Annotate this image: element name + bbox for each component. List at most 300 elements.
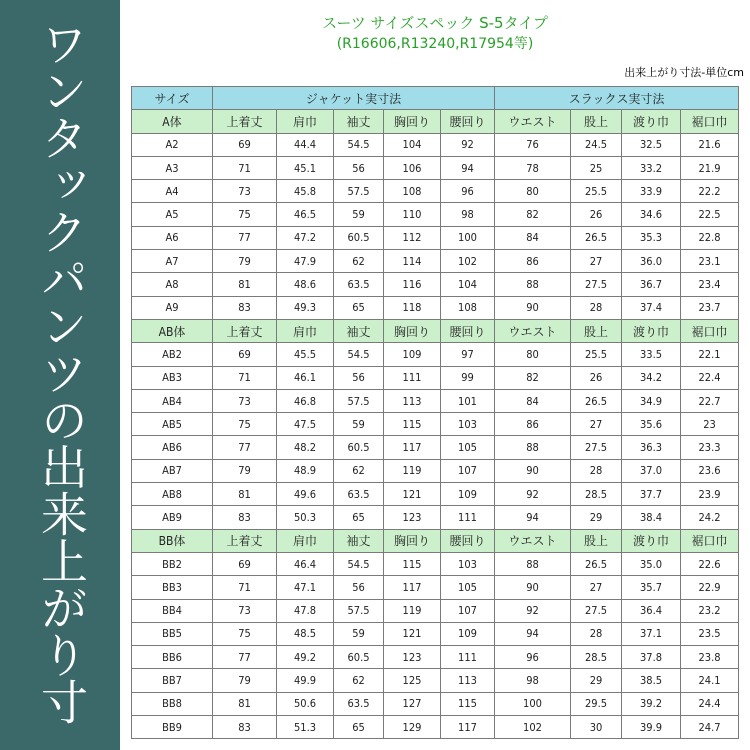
table-row [132, 576, 739, 599]
value-cell: 36.0 [622, 250, 681, 273]
value-cell: 88 [495, 436, 571, 459]
value-cell: 47.8 [277, 599, 334, 622]
value-cell: 96 [495, 646, 571, 669]
value-cell: 34.9 [622, 389, 681, 412]
value-cell: 59 [334, 622, 384, 645]
value-cell: 98 [495, 669, 571, 692]
value-cell: 33.9 [622, 180, 681, 203]
value-cell: 23.2 [681, 599, 739, 622]
value-cell: 90 [495, 296, 571, 319]
table-row [132, 692, 739, 715]
value-cell: 97 [441, 343, 495, 366]
value-cell: 35.6 [622, 413, 681, 436]
value-cell: 23.8 [681, 646, 739, 669]
value-cell: 57.5 [334, 599, 384, 622]
value-cell: 83 [213, 296, 277, 319]
value-cell: 46.8 [277, 389, 334, 412]
value-cell: 49.9 [277, 669, 334, 692]
value-cell: 23.4 [681, 273, 739, 296]
column-header: 裾口巾 [681, 110, 739, 133]
value-cell: 109 [384, 343, 441, 366]
value-cell: 23.3 [681, 436, 739, 459]
table-header-row [132, 87, 739, 110]
value-cell: 34.2 [622, 366, 681, 389]
value-cell: 60.5 [334, 226, 384, 249]
group-header-row [132, 319, 739, 342]
column-header: 上着丈 [213, 319, 277, 342]
value-cell: 110 [384, 203, 441, 226]
value-cell: 78 [495, 156, 571, 179]
value-cell: 49.2 [277, 646, 334, 669]
value-cell: 103 [441, 413, 495, 436]
value-cell: 118 [384, 296, 441, 319]
value-cell: 113 [384, 389, 441, 412]
value-cell: 88 [495, 552, 571, 575]
value-cell: 28 [571, 459, 622, 482]
column-header: 裾口巾 [681, 319, 739, 342]
group-name: BB体 [132, 529, 213, 552]
table-row [132, 273, 739, 296]
value-cell: 26.5 [571, 552, 622, 575]
value-cell: 125 [384, 669, 441, 692]
value-cell: 84 [495, 389, 571, 412]
value-cell: 29.5 [571, 692, 622, 715]
value-cell: 109 [441, 622, 495, 645]
value-cell: 82 [495, 366, 571, 389]
value-cell: 32.5 [622, 133, 681, 156]
value-cell: 100 [495, 692, 571, 715]
value-cell: 36.4 [622, 599, 681, 622]
size-cell: BB4 [132, 599, 213, 622]
value-cell: 28.5 [571, 646, 622, 669]
value-cell: 94 [495, 622, 571, 645]
value-cell: 71 [213, 576, 277, 599]
size-cell: A5 [132, 203, 213, 226]
value-cell: 47.2 [277, 226, 334, 249]
value-cell: 28.5 [571, 483, 622, 506]
size-cell: AB9 [132, 506, 213, 529]
page-subtitle: (R16606,R13240,R17954等) [336, 36, 534, 52]
table-row [132, 180, 739, 203]
value-cell: 98 [441, 203, 495, 226]
value-cell: 33.5 [622, 343, 681, 366]
column-header: 腰回り [441, 319, 495, 342]
table-row [132, 506, 739, 529]
value-cell: 62 [334, 459, 384, 482]
value-cell: 54.5 [334, 133, 384, 156]
value-cell: 88 [495, 273, 571, 296]
value-cell: 36.7 [622, 273, 681, 296]
value-cell: 28 [571, 296, 622, 319]
value-cell: 108 [441, 296, 495, 319]
column-header: 股上 [571, 110, 622, 133]
value-cell: 90 [495, 459, 571, 482]
value-cell: 50.6 [277, 692, 334, 715]
value-cell: 22.1 [681, 343, 739, 366]
column-header: 袖丈 [334, 110, 384, 133]
value-cell: 47.5 [277, 413, 334, 436]
value-cell: 26 [571, 366, 622, 389]
value-cell: 59 [334, 413, 384, 436]
value-cell: 129 [384, 716, 441, 739]
size-cell: A9 [132, 296, 213, 319]
value-cell: 21.6 [681, 133, 739, 156]
table-row [132, 483, 739, 506]
size-cell: BB5 [132, 622, 213, 645]
value-cell: 44.4 [277, 133, 334, 156]
column-header: 渡り巾 [622, 319, 681, 342]
value-cell: 83 [213, 716, 277, 739]
value-cell: 105 [441, 576, 495, 599]
value-cell: 54.5 [334, 343, 384, 366]
value-cell: 38.5 [622, 669, 681, 692]
value-cell: 75 [213, 622, 277, 645]
value-cell: 45.5 [277, 343, 334, 366]
size-cell: A2 [132, 133, 213, 156]
value-cell: 115 [384, 413, 441, 436]
value-cell: 96 [441, 180, 495, 203]
value-cell: 73 [213, 599, 277, 622]
value-cell: 103 [441, 552, 495, 575]
column-header: 袖丈 [334, 319, 384, 342]
value-cell: 108 [384, 180, 441, 203]
value-cell: 39.2 [622, 692, 681, 715]
value-cell: 115 [384, 552, 441, 575]
value-cell: 27 [571, 413, 622, 436]
value-cell: 57.5 [334, 389, 384, 412]
value-cell: 75 [213, 203, 277, 226]
table-row [132, 436, 739, 459]
column-header: 胸回り [384, 110, 441, 133]
value-cell: 121 [384, 483, 441, 506]
value-cell: 22.7 [681, 389, 739, 412]
value-cell: 111 [441, 506, 495, 529]
column-header: 肩巾 [277, 110, 334, 133]
column-header: 肩巾 [277, 529, 334, 552]
unit-note: 出来上がり寸法-単位cm [624, 66, 744, 79]
value-cell: 107 [441, 599, 495, 622]
value-cell: 37.8 [622, 646, 681, 669]
value-cell: 49.6 [277, 483, 334, 506]
value-cell: 115 [441, 692, 495, 715]
column-header: 腰回り [441, 110, 495, 133]
group-name: AB体 [132, 319, 213, 342]
value-cell: 34.6 [622, 203, 681, 226]
value-cell: 27 [571, 576, 622, 599]
value-cell: 127 [384, 692, 441, 715]
value-cell: 92 [441, 133, 495, 156]
value-cell: 121 [384, 622, 441, 645]
size-cell: A4 [132, 180, 213, 203]
value-cell: 113 [441, 669, 495, 692]
table-row [132, 646, 739, 669]
value-cell: 23.9 [681, 483, 739, 506]
value-cell: 62 [334, 250, 384, 273]
table-row [132, 622, 739, 645]
value-cell: 80 [495, 343, 571, 366]
value-cell: 45.1 [277, 156, 334, 179]
column-header: ウエスト [495, 319, 571, 342]
value-cell: 23.6 [681, 459, 739, 482]
value-cell: 51.3 [277, 716, 334, 739]
table-row [132, 296, 739, 319]
value-cell: 21.9 [681, 156, 739, 179]
group-header-row [132, 110, 739, 133]
value-cell: 28 [571, 622, 622, 645]
value-cell: 26.5 [571, 226, 622, 249]
value-cell: 73 [213, 389, 277, 412]
value-cell: 111 [384, 366, 441, 389]
value-cell: 102 [495, 716, 571, 739]
value-cell: 37.0 [622, 459, 681, 482]
value-cell: 65 [334, 506, 384, 529]
value-cell: 57.5 [334, 180, 384, 203]
column-header: 胸回り [384, 319, 441, 342]
value-cell: 46.4 [277, 552, 334, 575]
size-cell: AB8 [132, 483, 213, 506]
table-row [132, 156, 739, 179]
size-cell: A3 [132, 156, 213, 179]
value-cell: 60.5 [334, 436, 384, 459]
value-cell: 27 [571, 250, 622, 273]
table-row [132, 133, 739, 156]
value-cell: 69 [213, 552, 277, 575]
value-cell: 59 [334, 203, 384, 226]
sidebar-panel [0, 0, 120, 750]
value-cell: 90 [495, 576, 571, 599]
size-cell: AB7 [132, 459, 213, 482]
size-cell: A7 [132, 250, 213, 273]
size-cell: A6 [132, 226, 213, 249]
column-header: 渡り巾 [622, 110, 681, 133]
value-cell: 22.4 [681, 366, 739, 389]
value-cell: 27.5 [571, 436, 622, 459]
value-cell: 79 [213, 250, 277, 273]
value-cell: 38.4 [622, 506, 681, 529]
vertical-title: ワンタックパンツの出来上がり寸 [33, 20, 88, 725]
value-cell: 56 [334, 366, 384, 389]
value-cell: 65 [334, 716, 384, 739]
table-row [132, 389, 739, 412]
column-header: 上着丈 [213, 529, 277, 552]
value-cell: 119 [384, 599, 441, 622]
column-header: 袖丈 [334, 529, 384, 552]
value-cell: 106 [384, 156, 441, 179]
size-cell: AB6 [132, 436, 213, 459]
value-cell: 62 [334, 669, 384, 692]
value-cell: 47.9 [277, 250, 334, 273]
value-cell: 24.4 [681, 692, 739, 715]
value-cell: 82 [495, 203, 571, 226]
value-cell: 100 [441, 226, 495, 249]
value-cell: 29 [571, 669, 622, 692]
value-cell: 109 [441, 483, 495, 506]
size-cell: BB7 [132, 669, 213, 692]
size-cell: AB3 [132, 366, 213, 389]
value-cell: 46.1 [277, 366, 334, 389]
value-cell: 94 [441, 156, 495, 179]
value-cell: 25.5 [571, 180, 622, 203]
size-header: サイズ [132, 87, 213, 110]
value-cell: 22.2 [681, 180, 739, 203]
size-cell: BB3 [132, 576, 213, 599]
table-row [132, 669, 739, 692]
value-cell: 37.4 [622, 296, 681, 319]
size-spec-table [131, 86, 739, 739]
value-cell: 48.2 [277, 436, 334, 459]
size-cell: AB5 [132, 413, 213, 436]
size-cell: BB2 [132, 552, 213, 575]
value-cell: 104 [441, 273, 495, 296]
value-cell: 65 [334, 296, 384, 319]
value-cell: 80 [495, 180, 571, 203]
value-cell: 75 [213, 413, 277, 436]
value-cell: 27.5 [571, 599, 622, 622]
size-cell: BB8 [132, 692, 213, 715]
value-cell: 26 [571, 203, 622, 226]
value-cell: 47.1 [277, 576, 334, 599]
column-header: 渡り巾 [622, 529, 681, 552]
value-cell: 60.5 [334, 646, 384, 669]
value-cell: 37.1 [622, 622, 681, 645]
value-cell: 24.2 [681, 506, 739, 529]
value-cell: 102 [441, 250, 495, 273]
table-row [132, 203, 739, 226]
value-cell: 23 [681, 413, 739, 436]
value-cell: 29 [571, 506, 622, 529]
value-cell: 81 [213, 692, 277, 715]
value-cell: 101 [441, 389, 495, 412]
value-cell: 24.5 [571, 133, 622, 156]
table-row [132, 250, 739, 273]
column-header: 股上 [571, 529, 622, 552]
value-cell: 86 [495, 413, 571, 436]
value-cell: 46.5 [277, 203, 334, 226]
slacks-header: スラックス実寸法 [495, 87, 739, 110]
value-cell: 111 [441, 646, 495, 669]
value-cell: 27.5 [571, 273, 622, 296]
table-row [132, 413, 739, 436]
size-cell: BB9 [132, 716, 213, 739]
size-cell: AB4 [132, 389, 213, 412]
value-cell: 105 [441, 436, 495, 459]
value-cell: 104 [384, 133, 441, 156]
size-cell: BB6 [132, 646, 213, 669]
column-header: ウエスト [495, 529, 571, 552]
column-header: 胸回り [384, 529, 441, 552]
column-header: 上着丈 [213, 110, 277, 133]
value-cell: 86 [495, 250, 571, 273]
value-cell: 37.7 [622, 483, 681, 506]
value-cell: 54.5 [334, 552, 384, 575]
column-header: 股上 [571, 319, 622, 342]
size-cell: A8 [132, 273, 213, 296]
value-cell: 71 [213, 366, 277, 389]
table-row [132, 552, 739, 575]
value-cell: 35.7 [622, 576, 681, 599]
value-cell: 123 [384, 646, 441, 669]
value-cell: 83 [213, 506, 277, 529]
value-cell: 30 [571, 716, 622, 739]
value-cell: 24.7 [681, 716, 739, 739]
value-cell: 81 [213, 483, 277, 506]
value-cell: 39.9 [622, 716, 681, 739]
value-cell: 23.1 [681, 250, 739, 273]
value-cell: 22.6 [681, 552, 739, 575]
value-cell: 69 [213, 343, 277, 366]
value-cell: 71 [213, 156, 277, 179]
value-cell: 49.3 [277, 296, 334, 319]
value-cell: 33.2 [622, 156, 681, 179]
table-row [132, 599, 739, 622]
table-row [132, 716, 739, 739]
value-cell: 123 [384, 506, 441, 529]
value-cell: 23.5 [681, 622, 739, 645]
value-cell: 99 [441, 366, 495, 389]
value-cell: 48.6 [277, 273, 334, 296]
value-cell: 25 [571, 156, 622, 179]
value-cell: 26.5 [571, 389, 622, 412]
value-cell: 22.8 [681, 226, 739, 249]
value-cell: 76 [495, 133, 571, 156]
value-cell: 36.3 [622, 436, 681, 459]
value-cell: 77 [213, 646, 277, 669]
value-cell: 79 [213, 669, 277, 692]
value-cell: 107 [441, 459, 495, 482]
value-cell: 25.5 [571, 343, 622, 366]
value-cell: 117 [384, 576, 441, 599]
value-cell: 92 [495, 599, 571, 622]
value-cell: 117 [384, 436, 441, 459]
value-cell: 79 [213, 459, 277, 482]
value-cell: 23.7 [681, 296, 739, 319]
value-cell: 56 [334, 576, 384, 599]
value-cell: 63.5 [334, 692, 384, 715]
value-cell: 22.5 [681, 203, 739, 226]
value-cell: 56 [334, 156, 384, 179]
value-cell: 81 [213, 273, 277, 296]
column-header: 肩巾 [277, 319, 334, 342]
value-cell: 84 [495, 226, 571, 249]
value-cell: 48.5 [277, 622, 334, 645]
value-cell: 116 [384, 273, 441, 296]
jacket-header: ジャケット実寸法 [213, 87, 495, 110]
value-cell: 45.8 [277, 180, 334, 203]
table-row [132, 343, 739, 366]
value-cell: 69 [213, 133, 277, 156]
value-cell: 63.5 [334, 483, 384, 506]
column-header: 腰回り [441, 529, 495, 552]
value-cell: 119 [384, 459, 441, 482]
value-cell: 77 [213, 436, 277, 459]
value-cell: 35.0 [622, 552, 681, 575]
value-cell: 48.9 [277, 459, 334, 482]
value-cell: 77 [213, 226, 277, 249]
value-cell: 50.3 [277, 506, 334, 529]
column-header: 裾口巾 [681, 529, 739, 552]
value-cell: 24.1 [681, 669, 739, 692]
table-row [132, 366, 739, 389]
column-header: ウエスト [495, 110, 571, 133]
table-row [132, 226, 739, 249]
value-cell: 92 [495, 483, 571, 506]
value-cell: 114 [384, 250, 441, 273]
value-cell: 117 [441, 716, 495, 739]
group-header-row [132, 529, 739, 552]
value-cell: 63.5 [334, 273, 384, 296]
value-cell: 94 [495, 506, 571, 529]
group-name: A体 [132, 110, 213, 133]
